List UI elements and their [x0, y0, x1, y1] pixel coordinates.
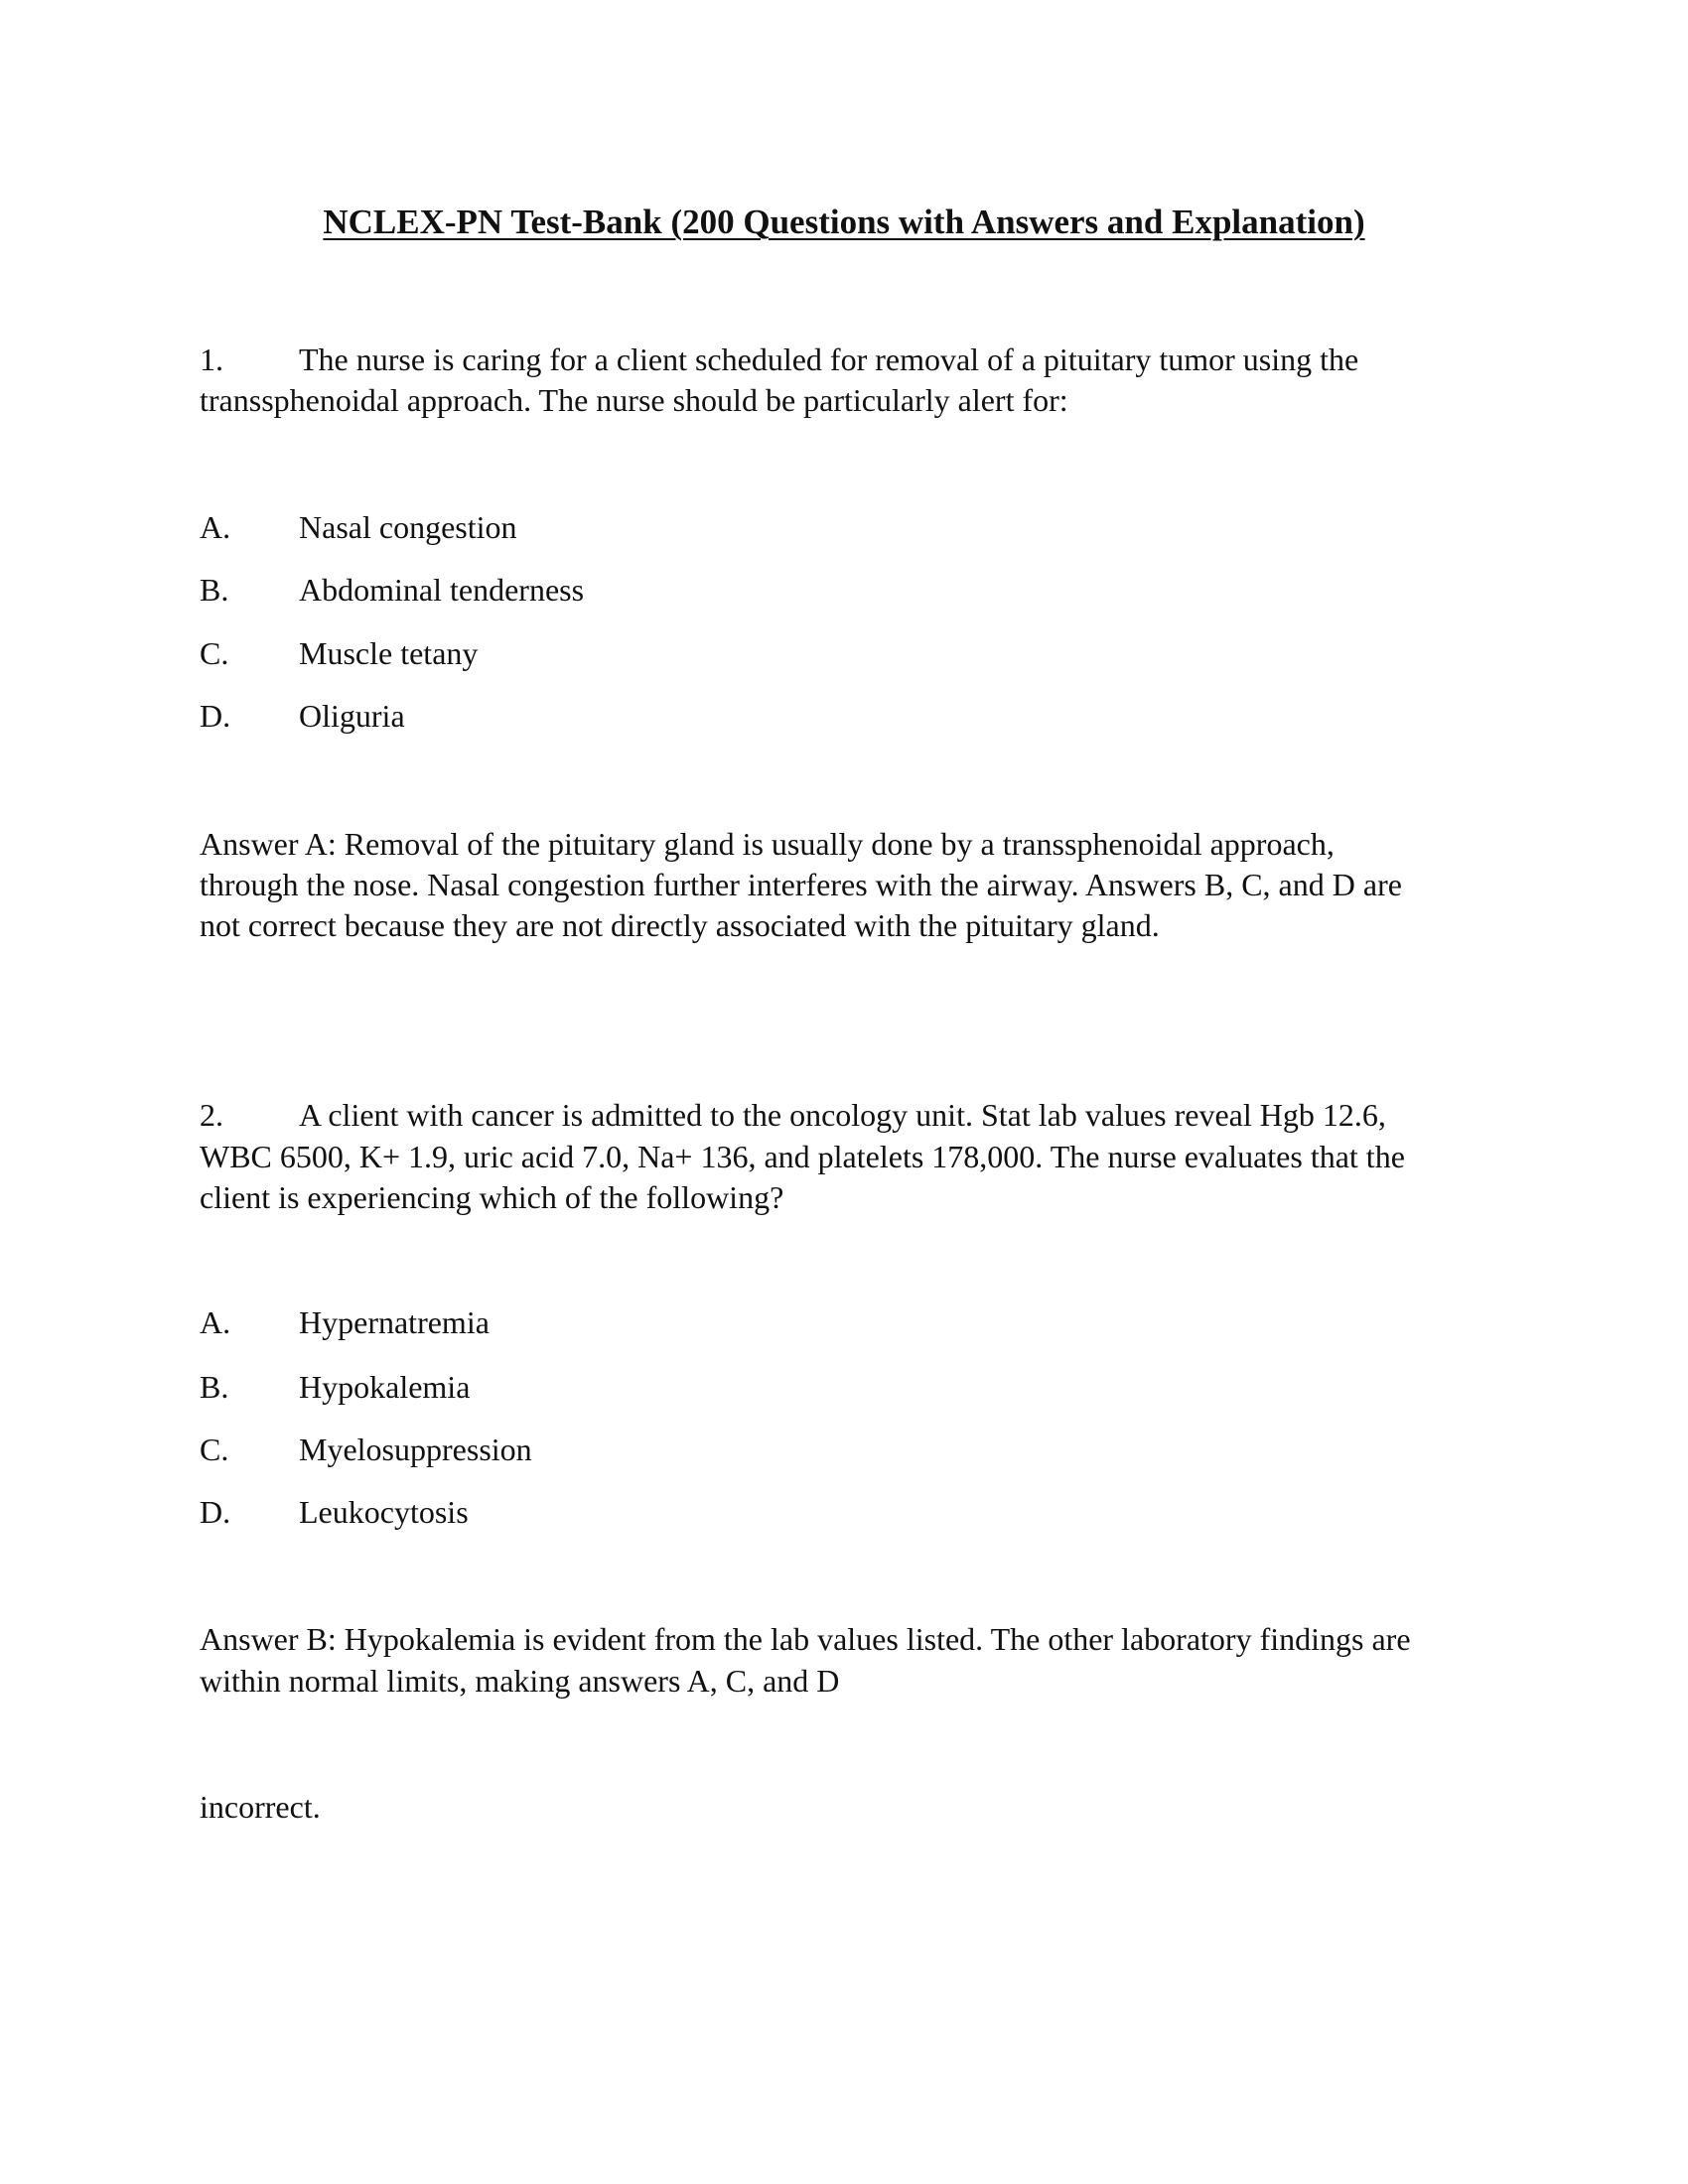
question-2-option-a: A. Hypernatremia [200, 1304, 490, 1340]
question-2-option-b: B. Hypokalemia [200, 1369, 471, 1405]
question-1-answer-line: not correct because they are not directly associated with the pituitary gland. [200, 907, 1160, 943]
question-1-option-b: B. Abdominal tenderness [200, 572, 585, 608]
question-1-answer-line: through the nose. Nasal congestion further interferes with the airway. Answers B, C, and D are [200, 867, 1402, 902]
question-2-answer-line: Answer B: Hypokalemia is evident from the lab values listed. The other laboratory findings are [200, 1621, 1411, 1657]
question-2-option-c: C. Myelosuppression [200, 1432, 532, 1467]
question-2-answer-line: incorrect. [200, 1789, 321, 1825]
document-title: NCLEX-PN Test-Bank (200 Questions with Answers and Explanation) [323, 203, 1365, 241]
question-1-stem-line: 1. The nurse is caring for a client scheduled for removal of a pituitary tumor using the [200, 341, 1359, 377]
question-1-option-a: A. Nasal congestion [200, 509, 517, 545]
question-1-stem-line: transsphenoidal approach. The nurse should be particularly alert for: [200, 382, 1068, 418]
question-2-stem-line: client is experiencing which of the following? [200, 1179, 784, 1215]
question-2-stem-line: 2. A client with cancer is admitted to the oncology unit. Stat lab values reveal Hgb 12.6, [200, 1097, 1386, 1133]
question-1-option-c: C. Muscle tetany [200, 635, 479, 671]
question-2-answer-line: within normal limits, making answers A, C, and D [200, 1663, 840, 1699]
question-2-option-d: D. Leukocytosis [200, 1494, 469, 1530]
question-2-stem-line: WBC 6500, K+ 1.9, uric acid 7.0, Na+ 136, and platelets 178,000. The nurse evaluates that the [200, 1139, 1405, 1174]
question-1-answer-line: Answer A: Removal of the pituitary gland is usually done by a transsphenoidal approach, [200, 826, 1335, 862]
question-1-option-d: D. Oliguria [200, 698, 405, 734]
